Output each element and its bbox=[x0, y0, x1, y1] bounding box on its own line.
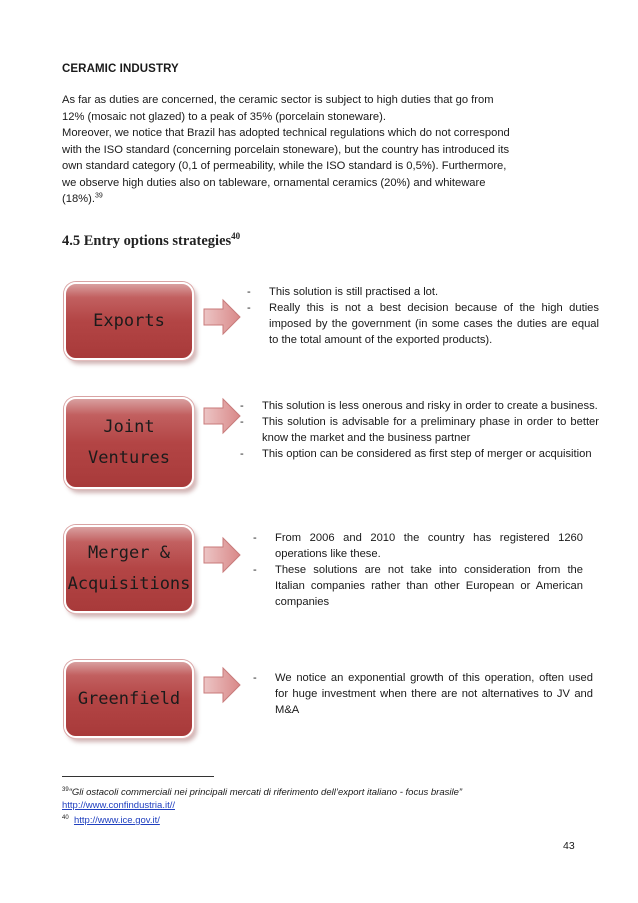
strategy-title bbox=[68, 538, 191, 600]
strategy-bullets-exports bbox=[247, 284, 599, 348]
page-number: 43 bbox=[563, 840, 575, 852]
title-line: Joint bbox=[103, 417, 155, 437]
paragraph-regulations bbox=[62, 125, 574, 208]
text-line: 12% (mosaic not glazed) to a peak of 35% (porcelain stoneware). bbox=[62, 110, 386, 123]
text-fragment: (18%). bbox=[62, 193, 95, 205]
bullet-item: - We notice an exponential growth of this operation, often used for huge investment when there are not alternatives to JV and M&A bbox=[253, 670, 593, 718]
footnote-39 bbox=[62, 784, 462, 799]
title-line: Acquisitions bbox=[67, 574, 191, 594]
bullet-item: - From 2006 and 2010 the country has registered 1260 operations like these. bbox=[253, 530, 583, 562]
footnote-text: “Gli ostacoli commerciali nei principali mercati di riferimento dell’export italiano - focus brasile” bbox=[68, 787, 463, 799]
bullet-item: - This solution is less onerous and risky in order to create a business. bbox=[240, 398, 599, 414]
text-line: As far as duties are concerned, the ceramic sector is subject to high duties that go from bbox=[62, 94, 494, 106]
strategy-bullets-greenfield bbox=[253, 670, 593, 718]
arrow-right-icon bbox=[203, 298, 241, 336]
arrow-right-icon bbox=[203, 536, 241, 574]
strategy-title: Exports bbox=[93, 310, 165, 331]
text-line: own standard category (0,1 of permeability, while the ISO standard is 0,5%). Furthermore, bbox=[62, 160, 507, 172]
footnote-divider bbox=[62, 776, 214, 777]
bullet-item: - Really this is not a best decision because of the high duties imposed by the government (in some cases the duties are equal to the total amount of the exported products). bbox=[247, 300, 599, 348]
footnote-link[interactable]: http://www.confindustria.it// bbox=[62, 800, 175, 811]
text-line: with the ISO standard (concerning porcelain stoneware), but the country has introduced its bbox=[62, 143, 510, 156]
footnote-39-link-row bbox=[62, 799, 175, 812]
footnote-number: 39 bbox=[62, 787, 69, 793]
bullet-item: - This solution is advisable for a preliminary phase in order to better know the market and the business partner bbox=[240, 414, 599, 446]
strategy-bullets-merger-acquisitions bbox=[253, 530, 583, 610]
text-line: we observe high duties also on tableware, ornamental ceramics (20%) and whiteware bbox=[62, 176, 486, 189]
strategy-title bbox=[88, 412, 170, 474]
bullet-item: - This solution is still practised a lot. bbox=[247, 284, 599, 300]
strategy-bullets-joint-ventures bbox=[240, 398, 599, 462]
footnote-number: 40 bbox=[62, 815, 69, 821]
bullet-item: - This option can be considered as first step of merger or acquisition bbox=[240, 446, 599, 462]
text-line: Moreover, we notice that Brazil has adopted technical regulations which do not correspond bbox=[62, 127, 510, 139]
footnote-ref: 39 bbox=[94, 192, 103, 200]
heading-text: 4.5 Entry options strategies bbox=[62, 232, 232, 249]
strategy-title: Greenfield bbox=[77, 688, 181, 709]
strategy-box-joint-ventures bbox=[64, 397, 194, 489]
strategy-box-greenfield bbox=[64, 660, 194, 738]
section-heading bbox=[62, 231, 240, 250]
paragraph-duties bbox=[62, 92, 574, 125]
footnote-ref: 40 bbox=[231, 231, 241, 241]
footnote-link[interactable]: http://www.ice.gov.it/ bbox=[73, 815, 160, 827]
bullet-item: - These solutions are not take into consideration from the Italian companies rather than other European or American companies bbox=[253, 562, 583, 610]
title-line: Merger & bbox=[88, 543, 170, 563]
arrow-right-icon bbox=[203, 666, 241, 704]
text-line bbox=[62, 191, 574, 208]
strategy-box-merger-acquisitions bbox=[64, 525, 194, 613]
footnote-40 bbox=[62, 812, 160, 827]
section-label: CERAMIC INDUSTRY bbox=[62, 63, 179, 75]
arrow-right-icon bbox=[203, 397, 241, 435]
title-line: Ventures bbox=[88, 448, 170, 468]
strategy-box-exports bbox=[64, 282, 194, 360]
